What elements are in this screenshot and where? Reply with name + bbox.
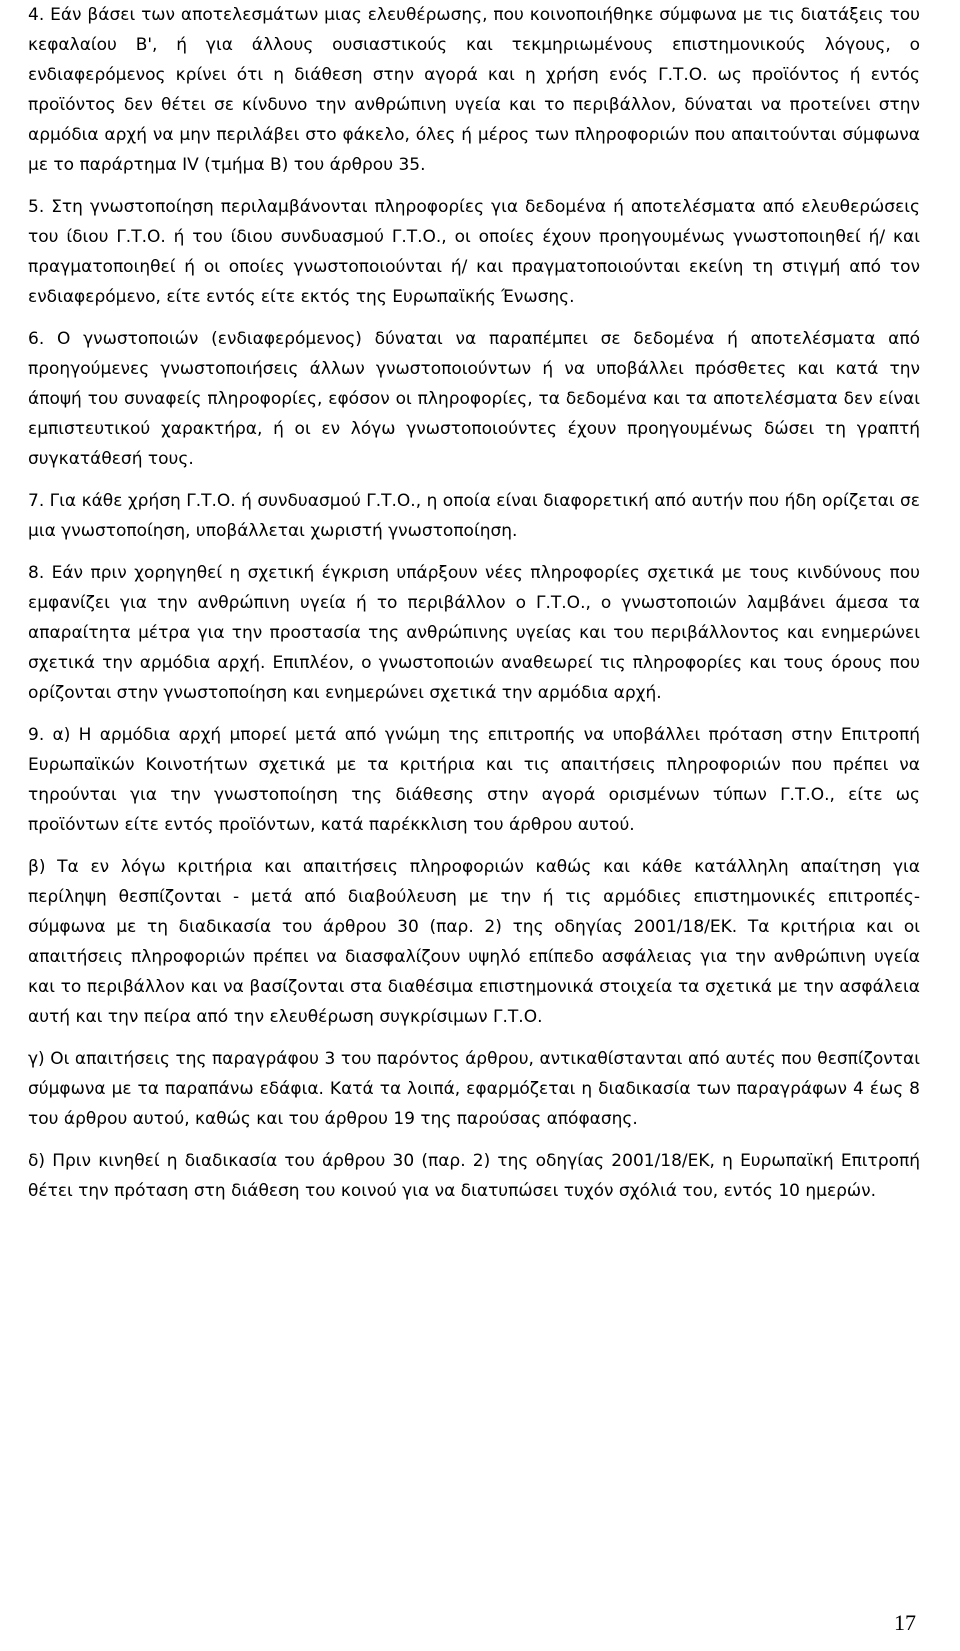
paragraph-5: 5. Στη γνωστοποίηση περιλαμβάνονται πληροφορίες για δεδομένα ή αποτελέσματα από ελευθερώσεις του ίδιου Γ.Τ.Ο. ή του ίδιου συνδυασμού Γ.Τ.Ο., οι οποίες έχουν προηγουμένως γνωστοποιηθεί ή/ και πραγματοποιηθεί ή οι οποίες γνωστοποιούνται ή/ και πραγματοποιούνται εκείνη τη στιγμή από τον ενδιαφερόμενο, είτε εντός είτε εκτός της Ευρωπαϊκής Ένωσης. — [28, 197, 920, 307]
paragraph-8: 8. Εάν πριν χορηγηθεί η σχετική έγκριση υπάρξουν νέες πληροφορίες σχετικά με τους κινδύνους που εμφανίζει για την ανθρώπινη υγεία ή το περιβάλλον ο Γ.Τ.Ο., ο γνωστοποιών λαμβάνει άμεσα τα απαραίτητα μέτρα για την προστασία της ανθρώπινης υγείας και του περιβάλλοντος και ενημερώνει σχετικά την αρμόδια αρχή. Επιπλέον, ο γνωστοποιών αναθεωρεί τις πληροφορίες και τους όρους που ορίζονται στην γνωστοποίηση και ενημερώνει σχετικά την αρμόδια αρχή. — [28, 563, 920, 703]
paragraph-4: 4. Εάν βάσει των αποτελεσμάτων μιας ελευθέρωσης, που κοινοποιήθηκε σύμφωνα με τις διατάξεις του κεφαλαίου Β', ή για άλλους ουσιαστικούς και τεκμηριωμένους επιστημονικούς λόγους, ο ενδιαφερόμενος κρίνει ότι η διάθεση στην αγορά και η χρήση ενός Γ.Τ.Ο. ως προϊόντος ή εντός προϊόντος δεν θέτει σε κίνδυνο την ανθρώπινη υγεία και το περιβάλλον, δύναται να προτείνει στην αρμόδια αρχή να μην περιλάβει στο φάκελο, όλες ή μέρος των πληροφοριών που απαιτούνται σύμφωνα με το παράρτημα IV (τμήμα Β) του άρθρου 35. — [28, 5, 920, 175]
paragraph-7: 7. Για κάθε χρήση Γ.Τ.Ο. ή συνδυασμού Γ.Τ.Ο., η οποία είναι διαφορετική από αυτήν που ήδη ορίζεται σε μια γνωστοποίηση, υποβάλλεται χωριστή γνωστοποίηση. — [28, 491, 920, 541]
paragraph-6: 6. Ο γνωστοποιών (ενδιαφερόμενος) δύναται να παραπέμπει σε δεδομένα ή αποτελέσματα από προηγούμενες γνωστοποιήσεις άλλων γνωστοποιούντων ή να υποβάλλει πρόσθετες και κατά την άποψή του συναφείς πληροφορίες, εφόσον οι πληροφορίες, τα δεδομένα και τα αποτελέσματα δεν είναι εμπιστευτικού χαρακτήρα, ή οι εν λόγω γνωστοποιούντες έχουν προηγουμένως δώσει τη γραπτή συγκατάθεσή τους. — [28, 329, 920, 469]
paragraph-9a: 9. α) Η αρμόδια αρχή μπορεί μετά από γνώμη της επιτροπής να υποβάλλει πρόταση στην Επιτροπή Ευρωπαϊκών Κοινοτήτων σχετικά με τα κριτήρια και τις απαιτήσεις πληροφοριών που πρέπει να τηρούνται για την γνωστοποίηση της διάθεσης στην αγορά ορισμένων τύπων Γ.Τ.Ο., είτε ως προϊόντων είτε εντός προϊόντων, κατά παρέκκλιση του άρθρου αυτού. — [28, 725, 920, 835]
paragraph-9c: γ) Οι απαιτήσεις της παραγράφου 3 του παρόντος άρθρου, αντικαθίστανται από αυτές που θεσπίζονται σύμφωνα με τα παραπάνω εδάφια. Κατά τα λοιπά, εφαρμόζεται η διαδικασία των παραγράφων 4 έως 8 του άρθρου αυτού, καθώς και του άρθρου 19 της παρούσας απόφασης. — [28, 1049, 920, 1129]
document-body — [28, 0, 920, 1206]
paragraph-9d: δ) Πριν κινηθεί η διαδικασία του άρθρου 30 (παρ. 2) της οδηγίας 2001/18/ΕΚ, η Ευρωπαϊκή Επιτροπή θέτει την πρόταση στη διάθεση του κοινού για να διατυπώσει τυχόν σχόλιά του, εντός 10 ημερών. — [28, 1151, 920, 1201]
page-number: 17 — [894, 1610, 916, 1635]
paragraph-9b: β) Τα εν λόγω κριτήρια και απαιτήσεις πληροφοριών καθώς και κάθε κατάλληλη απαίτηση για περίληψη θεσπίζονται - μετά από διαβούλευση με την ή τις αρμόδιες επιστημονικές επιτροπές- σύμφωνα με τη διαδικασία του άρθρου 30 (παρ. 2) της οδηγίας 2001/18/ΕΚ. Τα κριτήρια και οι απαιτήσεις πληροφοριών πρέπει να διασφαλίζουν υψηλό επίπεδο ασφάλειας για την ανθρώπινη υγεία και το περιβάλλον και να βασίζονται στα διαθέσιμα επιστημονικά στοιχεία τα σχετικά με την ασφάλεια αυτή και την πείρα από την ελευθέρωση συγκρίσιμων Γ.Τ.Ο. — [28, 857, 920, 1027]
